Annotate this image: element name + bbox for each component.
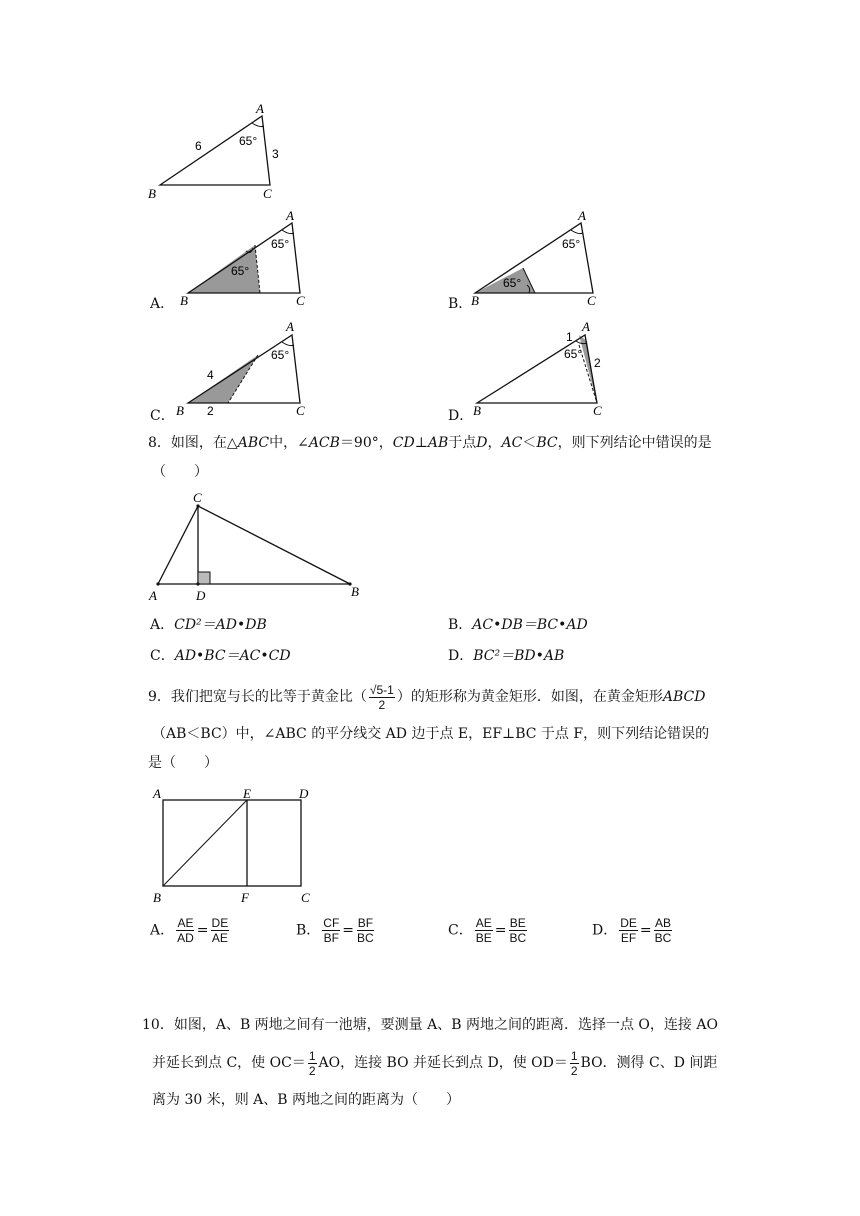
q9-figure	[145, 782, 325, 907]
q8-option-letter: D．	[448, 648, 474, 664]
q7c-label-c: C	[296, 403, 305, 418]
q8-figure	[140, 488, 380, 603]
q9-line1	[148, 680, 705, 714]
denominator: BE	[475, 931, 492, 945]
q7b-angle1: 65°	[562, 237, 581, 251]
golden-ratio-numerator: √5-1	[369, 682, 394, 697]
q7-option-a-figure[interactable]	[170, 205, 320, 310]
q7a-label-b: B	[180, 293, 188, 308]
fraction	[654, 916, 673, 945]
golden-ratio-denominator: 2	[378, 697, 386, 712]
fraction	[211, 916, 230, 945]
q8-stem-part: ACB	[308, 435, 340, 451]
q9-text: ）的矩形称为黄金矩形．如图，在黄金矩形	[396, 689, 663, 705]
q8-stem-part: CD	[392, 435, 415, 451]
q8-stem-part: ⊥	[414, 435, 428, 451]
q9-option-letter: D．	[592, 922, 618, 939]
q7-option-d-figure[interactable]	[465, 317, 615, 422]
q9-option-c[interactable]: C． $\frac{AE}{BE}$ = $\frac{BE}{BC}$	[448, 916, 527, 945]
q8-option-letter: C．	[150, 648, 175, 664]
q9-option-b[interactable]: B． $\frac{CF}{BF}$ = $\frac{BF}{BC}$	[296, 916, 374, 945]
q8-stem-part: ，	[487, 435, 502, 451]
half-fraction	[570, 1049, 579, 1078]
q8-stem-part: D	[476, 435, 488, 451]
q9-label-f: F	[241, 890, 249, 905]
golden-ratio-fraction	[369, 683, 395, 712]
q9-label-e: E	[243, 786, 251, 801]
q9-number: 9．	[148, 689, 171, 705]
fraction	[475, 916, 493, 945]
q8-stem-part: 中，∠	[269, 435, 309, 451]
q7c-n2: 2	[207, 404, 214, 418]
q8-stem	[148, 433, 712, 453]
denominator: BC	[509, 931, 527, 945]
q8-option-letter: A．	[150, 617, 175, 633]
q8-label-d: D	[196, 588, 206, 603]
q8-option-a[interactable]	[150, 615, 267, 635]
q7d-label-c: C	[593, 403, 602, 418]
q9-label-c: C	[301, 890, 310, 905]
q9-label-a: A	[153, 786, 161, 801]
q8-paren: （ ）	[152, 464, 208, 480]
q8-label-a: A	[149, 588, 157, 603]
numerator: AE	[177, 916, 194, 930]
numerator: CF	[323, 916, 340, 930]
q9-line2: （AB＜BC）中，∠ABC 的平分线交 AD 边于点 E，EF⊥BC 于点 F，则下列结论错误的	[152, 726, 710, 742]
q8-option-letter: B．	[448, 617, 473, 633]
numerator: 1	[570, 1048, 578, 1063]
q7b-angle2: 65°	[503, 276, 522, 290]
q7-option-c-letter[interactable]: C．	[150, 408, 175, 424]
q9-option-a[interactable]: A． $\frac{AE}{AD}$ = $\frac{DE}{AE}$	[150, 916, 229, 945]
q7c-label-b: B	[176, 403, 184, 418]
q7-option-d-letter[interactable]: D．	[448, 408, 474, 424]
q7b-label-b: B	[471, 293, 479, 308]
q8-stem-part: ，则下列结论中错误的是	[557, 435, 712, 451]
fraction	[619, 916, 638, 945]
q8-stem-part: ＝90°，	[339, 435, 393, 451]
q8-label-b: B	[351, 584, 359, 599]
numerator: BF	[357, 916, 374, 930]
numerator: AE	[475, 916, 492, 930]
q7b-label-c: C	[587, 293, 596, 308]
numerator: 1	[308, 1048, 316, 1063]
q9-option-letter: B．	[296, 922, 321, 939]
denominator: BF	[323, 931, 339, 945]
q7d-n1: 1	[566, 330, 573, 344]
q9-option-letter: A．	[150, 922, 175, 939]
numerator: DE	[211, 916, 229, 930]
q8-stem-part: AB	[427, 435, 449, 451]
q7d-label-b: B	[473, 403, 481, 418]
fraction	[356, 916, 375, 945]
numerator: DE	[620, 916, 637, 930]
q8-label-c: C	[193, 490, 202, 505]
numerator: BE	[509, 916, 526, 930]
denominator: AE	[211, 931, 228, 945]
q7a-angle2: 65°	[231, 264, 250, 278]
q9-option-d[interactable]: D． $\frac{DE}{EF}$ = $\frac{AB}{BC}$	[592, 916, 672, 945]
denominator: BC	[357, 931, 374, 945]
fraction	[176, 916, 195, 945]
q7a-label-c: C	[296, 293, 305, 308]
q7d-angle1: 65°	[564, 347, 583, 361]
q7-main-label-c: C	[263, 186, 272, 201]
q7d-label-a: A	[582, 319, 590, 334]
q8-option-b[interactable]	[448, 615, 588, 635]
q7-option-b-figure[interactable]	[465, 205, 615, 310]
q7-main-label-a: A	[256, 101, 264, 116]
q7-option-c-figure[interactable]	[170, 317, 320, 422]
q10-text: 并延长到点 C，使 OC＝	[152, 1055, 306, 1071]
q7-main-triangle	[140, 100, 300, 205]
q9-line3: 是（ ）	[148, 755, 218, 771]
q8-option-text: BC²＝BD•AB	[473, 648, 565, 664]
q10-text: BO．测得 C、D 间距	[580, 1055, 718, 1071]
fraction	[322, 916, 340, 945]
q10-line3: 离为 30 米，则 A、B 两地之间的距离为（ ）	[152, 1092, 461, 1108]
fraction	[508, 916, 527, 945]
q8-stem-part: 如图，在△	[170, 435, 238, 451]
q7c-label-a: A	[286, 319, 294, 334]
q8-stem-part: ABC	[237, 435, 270, 451]
denominator: 2	[570, 1063, 578, 1078]
q7d-n2: 2	[594, 356, 601, 370]
denominator: BC	[654, 931, 672, 945]
q8-stem-part: ＜	[522, 435, 537, 451]
q8-stem-part: 于点	[448, 435, 477, 451]
q8-option-c[interactable]	[150, 646, 291, 666]
q8-stem-part: BC	[536, 435, 558, 451]
q10-line2	[152, 1046, 717, 1080]
q7b-label-a: A	[578, 208, 586, 223]
q9-text: ABCD	[662, 689, 706, 705]
q10-number: 10．	[142, 1017, 174, 1033]
denominator: AD	[177, 931, 194, 945]
q7a-angle1: 65°	[271, 237, 290, 251]
denominator: EF	[620, 931, 637, 945]
q7c-n4: 4	[207, 368, 214, 382]
q8-option-text: CD²＝AD•DB	[174, 617, 267, 633]
q8-option-d[interactable]	[448, 646, 564, 666]
q10-text: AO，连接 BO 并延长到点 D，使 OD＝	[318, 1055, 568, 1071]
q7-main-label-b: B	[148, 186, 156, 201]
q8-option-text: AD•BC＝AC•CD	[174, 648, 291, 664]
q7-main-side-ab: 6	[195, 139, 202, 153]
denominator: 2	[308, 1063, 316, 1078]
q8-number: 8．	[148, 435, 171, 451]
q9-label-d: D	[299, 786, 309, 801]
half-fraction	[308, 1049, 317, 1078]
q7a-label-a: A	[286, 208, 294, 223]
q7c-angle1: 65°	[271, 348, 290, 362]
q10-text: 如图，A、B 两地之间有一池塘，要测量 A、B 两地之间的距离．选择一点 O，连接 AO	[173, 1017, 718, 1033]
numerator: AB	[654, 916, 671, 930]
q7-main-side-ac: 3	[272, 147, 279, 161]
q8-option-text: AC•DB＝BC•AD	[472, 617, 588, 633]
q9-label-b: B	[153, 890, 161, 905]
q9-text: 我们把宽与长的比等于黄金比（	[170, 689, 367, 705]
q10-line1	[142, 1015, 718, 1035]
q8-stem-part: AC	[501, 435, 523, 451]
q9-option-letter: C．	[448, 922, 473, 939]
q7-main-angle: 65°	[239, 134, 258, 148]
q7-option-b-letter[interactable]: B．	[448, 296, 473, 312]
q7-option-a-letter[interactable]: A．	[150, 296, 175, 312]
